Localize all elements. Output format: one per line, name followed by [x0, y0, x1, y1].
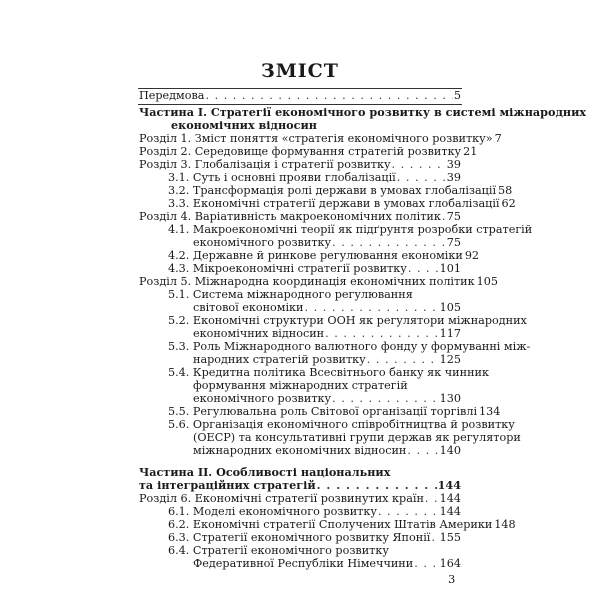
toc-entry-foreword[interactable] — [139, 89, 461, 102]
page-number: 3 — [448, 572, 456, 586]
toc-entry[interactable]: Розділ 2. Середовище формування стратегій розвитку 21 — [139, 145, 478, 158]
toc-subentry[interactable]: 3.2. Трансформація ролі держави в умовах глобалізації 58 — [168, 184, 513, 197]
toc-subentry[interactable]: 6.3. Стратегії економічного розвитку Японії . . . 155 — [168, 531, 461, 544]
page-title: ЗМІСТ — [261, 60, 339, 82]
toc-subentry[interactable]: 4.2. Державне й ринкове регулювання економіки 92 — [168, 249, 480, 262]
toc-subentry-continued[interactable]: народних стратегій розвитку . . . 125 — [193, 353, 461, 366]
toc-subentry-continued[interactable]: Федеративної Республіки Німеччини . . . 164 — [193, 557, 461, 570]
toc-subentry-continued: формування міжнародних стратегій — [193, 379, 408, 392]
toc-subentry[interactable]: 5.5. Регулювальна роль Світової організації торгівлі 134 — [168, 405, 501, 418]
toc-subentry-continued[interactable]: економічного розвитку . . . 130 — [193, 392, 461, 405]
toc-subentry[interactable]: 5.6. Організація економічного співробітництва й розвитку — [168, 418, 515, 431]
toc-subentry[interactable]: 6.4. Стратегії економічного розвитку — [168, 544, 389, 557]
toc-entry[interactable]: Розділ 4. Варіативність макроекономічних політик . . . 75 — [139, 210, 461, 223]
toc-entry[interactable]: Розділ 3. Глобалізація і стратегії розвитку . . . 39 — [139, 158, 461, 171]
toc-subentry[interactable]: 5.4. Кредитна політика Всесвітнього банку як чинник — [168, 366, 489, 379]
toc-subentry[interactable]: 4.1. Макроекономічні теорії як підґрунтя розробки стратегій — [168, 223, 533, 236]
toc-subentry[interactable]: 5.3. Роль Міжнародного валютного фонду у формуванні між- — [168, 340, 531, 353]
toc-subentry[interactable]: 3.3. Економічні стратегії держави в умовах глобалізації 62 — [168, 197, 516, 210]
toc-entry[interactable]: Розділ 5. Міжнародна координація економічних політик 105 — [139, 275, 498, 288]
toc-subentry[interactable]: 5.1. Система міжнародного регулювання — [168, 288, 413, 301]
toc-entry-page: 5 — [453, 89, 461, 102]
part-heading: Частина І. Стратегії економічного розвитку в системі міжнародних — [139, 105, 587, 119]
toc-subentry-continued[interactable]: світової економіки . . . 105 — [193, 301, 461, 314]
toc-subentry[interactable]: 4.3. Мікроекономічні стратегії розвитку . . . 101 — [168, 262, 461, 275]
toc-subentry-continued[interactable]: економічних відносин . . . 117 — [193, 327, 461, 340]
part-heading: Частина ІІ. Особливості національних — [139, 465, 391, 479]
toc-subentry[interactable]: 6.2. Економічні стратегії Сполучених Штатів Америки 148 — [168, 518, 516, 531]
toc-subentry[interactable]: 3.1. Суть і основні прояви глобалізації . . . 39 — [168, 171, 461, 184]
toc-entry[interactable]: Розділ 1. Зміст поняття «стратегія економічного розвитку» 7 — [139, 132, 502, 145]
toc-subentry-continued[interactable]: міжнародних економічних відносин . . . 140 — [193, 444, 461, 457]
toc-entry[interactable]: Розділ 6. Економічні стратегії розвинутих країн . . . 144 — [139, 492, 461, 505]
toc-subentry-continued: (ОЕСР) та консультативні групи держав як регулятори — [193, 431, 521, 444]
toc-subentry[interactable]: 5.2. Економічні структури ООН як регулятори міжнародних — [168, 314, 527, 327]
part-heading-continued: економічних відносин — [171, 118, 317, 132]
toc-subentry[interactable]: 6.1. Моделі економічного розвитку . . . 144 — [168, 505, 461, 518]
part-heading-continued[interactable]: та інтеграційних стратегій . . . 144 — [139, 479, 461, 492]
toc-subentry-continued[interactable]: економічного розвитку . . . 75 — [193, 236, 461, 249]
toc-entry-label: Передмова — [139, 89, 205, 102]
